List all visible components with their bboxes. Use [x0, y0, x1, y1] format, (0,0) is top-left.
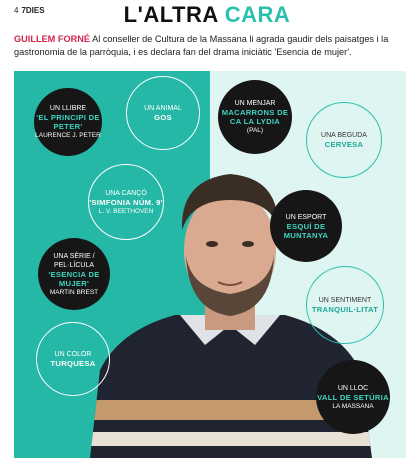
menjar-value: MACARRONS DE CA LA LYDIA — [221, 108, 289, 126]
circle-canco — [88, 164, 164, 240]
circle-menjar — [218, 80, 292, 154]
lloc-place: LA MASSANA — [332, 402, 374, 410]
beguda-value: CERVESA — [324, 140, 364, 149]
circle-color — [36, 322, 110, 396]
intro-paragraph — [14, 33, 406, 59]
circle-lloc — [316, 360, 390, 434]
circle-sentiment — [306, 266, 384, 344]
beguda-category: UNA BEGUDA — [321, 132, 367, 139]
canco-category: UNA CANÇÓ — [105, 189, 147, 197]
color-category: UN COLOR — [54, 351, 92, 358]
llibre-category: UN LLIBRE — [49, 105, 87, 112]
llibre-author: LAURENCE J. PETER — [35, 132, 101, 139]
circle-beguda — [306, 102, 382, 178]
menjar-note: (PAL) — [246, 127, 264, 134]
canco-value: 'SIMFONIA NÚM. 9' — [89, 197, 163, 207]
llibre-value: 'EL PRINCIPI DE PETER' — [36, 113, 100, 131]
color-value: TURQUESA — [50, 359, 96, 368]
animal-value: GOS — [154, 113, 172, 122]
page-number: 4 — [14, 6, 19, 15]
page-title — [0, 2, 414, 28]
circle-serie — [38, 238, 110, 310]
title-part2: CARA — [224, 2, 291, 27]
circle-esport — [270, 190, 342, 262]
serie-value: 'ESENCIA DE MUJER' — [48, 269, 100, 288]
menjar-category: UN MENJAR — [234, 100, 276, 107]
intro-name: GUILLEM FORNÉ — [14, 34, 91, 44]
serie-category: UNA SÈRIE / PEL·LÍCULA — [53, 252, 95, 269]
circle-llibre — [34, 88, 102, 156]
canco-author: L. V. BEETHOVEN — [98, 207, 154, 215]
serie-author: MARTIN BREST — [49, 288, 99, 296]
section-name: 7DIES — [21, 6, 45, 15]
circle-animal — [126, 76, 200, 150]
esport-category: UN ESPORT — [285, 213, 327, 221]
sentiment-category: UN SENTIMENT — [318, 297, 372, 304]
lloc-value: VALL DE SETÚRIA — [317, 392, 389, 402]
sentiment-value: TRANQUIL·LITAT — [311, 305, 379, 314]
animal-category: UN ANIMAL — [144, 105, 182, 112]
title-part1: L'ALTRA — [123, 2, 219, 27]
intro-text: Al conseller de Cultura de la Massana li agrada gaudir dels paisatges i la gastronomia de la parròquia, i es declara fan del drama iniciàtic 'Esencia de mujer'. — [14, 34, 389, 57]
lloc-category: UN LLOC — [337, 384, 369, 392]
esport-value: ESQUÍ DE MUNTANYA — [283, 221, 329, 240]
